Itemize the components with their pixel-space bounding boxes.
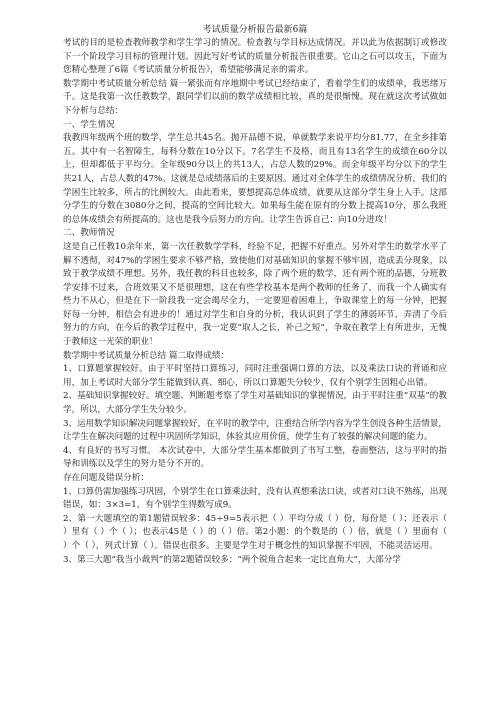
- student-situation-paragraph: 我教四年级两个班的数学，学生总共45名。抛开品德不说，单就数学来说平均分81.77，在全乡排第五。其中有一名智障生，每科分数在10分以下。7名学生不及格，而且有13名学生的成绩在60分以上，但却都低于平均分。全年级90分以上的共13人，占总人数的29%。而全年级平均分以下的学生共21人，占总人数的47%。这就是总成绩落后的主要原因。通过对全体学生的成绩情况分析，我们的学困生比较多，所占的比例较大。由此看来，要想提高总体成绩，就要从这部分学生身上入手。这部分学生的分数在3080分之间，提高的空间比较大。如果每生能在原有的分数上提高10分，那么我班的总体成绩会有所提高的。这也是我今后努力的方向。让学生告诉自己：向10分进攻！: [63, 133, 447, 225]
- document-title: 考试质量分析报告最新6篇: [202, 25, 308, 35]
- achievement-item-3: 3、运用数学知识解决问题掌握较好，在平时的教学中，注重结合所学内容为学生创设各种生活情景，让学生在解决问题的过程中巩固所学知识，体验其应用价值，使学生有了较强的解决问题的能力。: [63, 418, 447, 443]
- achievement-item-1: 1、口算题掌握较好。由于平时坚持口算练习，同时注重强调口算的方法，以及乘法口诀的背诵和应用，加上考试时大部分学生能做到认真、细心，所以口算题失分较少，仅有个别学生因粗心出错。: [63, 364, 447, 388]
- teacher-situation-paragraph: 这是自己任教10余年来，第一次任教数学学科，经验不足，把握不好重点。另外对学生的数学水平了解不透彻，对47%的学困生要求不够严格，致使他们对基础知识的掌握不够牢固，造成丢分现象，以致于教学成绩不理想。另外，我任教的科目也较多，除了两个班的数学，还有两个班的品德，分班教学安排不过来，合班效果又不是很理想，这在有些学校基本是两个教师的任务了，而我一个人确实有些力不从心，但是在下一阶段我一定会竭尽全力，一定要迎着困难上，争取课堂上的每一分钟，把握好每一分钟，相信会有进步的！通过对学生和自身的分析，我认识到了学生的薄弱环节，弄清了今后努力的方向，在今后的教学过程中，我一定要“取人之长，补己之短”，争取在教学上有所进步，无愧于教师这一光荣的职业！: [63, 241, 447, 348]
- problem-item-2: 2、第一大题填空的第1题错误较多：45÷9=5表示把（ ）平均分成（ ）份，每份是（ ）；还表示（ ）里有（ ）个（ ）；也表示45是（ ）的（ ）倍。第2小题：的个数是的（ ）倍，就是（ ）里面有（ ）个（ ），列式计算（ ）。错误也很多。主要是学生对于概念性的知识掌握不牢固，不能灵活运用。: [63, 513, 447, 551]
- achievement-item-4: 4、有良好的书写习惯。 本次试卷中，大部分学生基本都做到了书写工整，卷面整洁，这与平时的指导和训练以及学生的努力是分不开的。: [63, 445, 447, 470]
- subheading-teacher-situation: 二、教师情况: [63, 228, 115, 239]
- problem-item-3: 3、第三大题“我当小裁判”的第2题错误较多：“两个锐角合起来一定比直角大”，大部分学: [63, 554, 401, 565]
- problems-heading: 存在问题及错误分析：: [63, 473, 149, 483]
- problem-item-1: 1、口算仍需加强练习巩固，个别学生在口算乘法时，没有认真想乘法口诀，或者对口诀不熟练，出现错误，如：3×3=1，有个别学生得数写成9。: [63, 486, 447, 511]
- achievement-item-2: 2、基础知识掌握较好。填空题、判断题考察了学生对基础知识的掌握情况，由于平时注重“双基”的教学，所以，大部分学生失分较少。: [63, 391, 447, 416]
- section-heading-2: 数学期中考试质量分析总结 篇二取得成绩：: [63, 350, 230, 361]
- section-heading-1: 数学期中考试质量分析总结 篇一紧张而有序地期中考试已经结束了，看着学生们的成绩单，我思绪万千。这是我第一次任教数学，跟同学们以前的数学成绩相比较，真的是很惭愧。现在就这次考试做如下分析与总结：: [63, 78, 447, 116]
- intro-paragraph: 考试的目的是检查教师教学和学生学习的情况。检查教与学目标达成情况。并以此为依据制订或修改下一个阶段学习目标的管理计划。因此写好考试的质量分析报告很重要。它山之石可以攻玉，下面为您精心整理了6篇《考试质量分析报告》，希望能够满足亲的需求。: [63, 38, 447, 76]
- subheading-student-situation: 一、学生情况: [63, 119, 115, 130]
